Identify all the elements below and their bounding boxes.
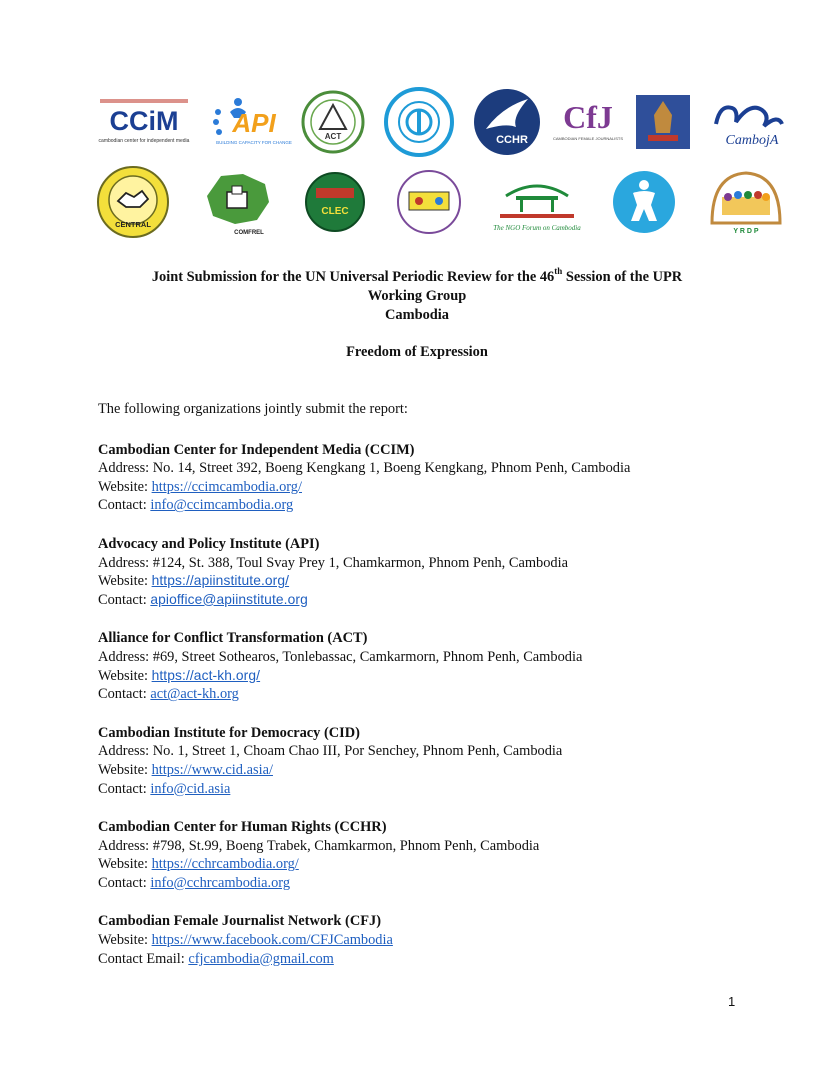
- org-website-link[interactable]: https://apiinstitute.org/: [151, 573, 290, 589]
- org-website-line: Website: https://www.cid.asia/: [98, 761, 273, 778]
- org-name: Cambodian Center for Independent Media (CCIM): [98, 441, 415, 458]
- transparency-logo: [611, 169, 677, 235]
- central-logo-text: CENTRAL: [115, 220, 151, 229]
- org-name: Alliance for Conflict Transformation (ACT): [98, 630, 368, 647]
- org-contact-link[interactable]: apioffice@apiinstitute.org: [150, 591, 308, 607]
- act-logo: [300, 89, 366, 155]
- api-logo: [210, 94, 292, 150]
- org-website-line: Website: https://act-kh.org/: [98, 667, 261, 684]
- org-contact-link[interactable]: act@act-kh.org: [150, 686, 239, 703]
- document-title: [60, 268, 774, 325]
- org-contact-line: Contact: info@ccimcambodia.org: [98, 497, 294, 514]
- act-logo-text: ACT: [324, 132, 342, 141]
- yrdp-logo: [706, 167, 786, 237]
- logos-row-1: [96, 88, 786, 156]
- page-number: 1: [728, 994, 736, 1009]
- org-contact-line: Contact Email: cfjcambodia@gmail.com: [98, 950, 334, 967]
- org-website-line: Website: https://www.facebook.com/CFJCambodia: [98, 932, 393, 949]
- org-entry: [98, 441, 778, 515]
- org-entry: [98, 724, 778, 798]
- org-address: Address: #124, St. 388, Toul Svay Prey 1, Chamkarmon, Phnom Penh, Cambodia: [98, 554, 569, 571]
- cchr-logo-text: CCHR: [496, 134, 528, 146]
- clec-logo: [304, 166, 366, 238]
- ccim-logo-text: CCiM: [109, 106, 179, 136]
- org-website-link[interactable]: https://act-kh.org/: [151, 667, 261, 683]
- yrdp-logo-text: Y R D P: [733, 228, 759, 235]
- intro-text: The following organizations jointly submit the report:: [98, 401, 408, 417]
- ngo-forum-logo-text: The NGO Forum on Cambodia: [493, 224, 581, 232]
- org-contact-line: Contact: info@cid.asia: [98, 780, 231, 797]
- org-entry: [98, 912, 778, 968]
- org-name: Cambodian Institute for Democracy (CID): [98, 724, 360, 741]
- document-body: [98, 400, 778, 988]
- community-translation-logo: [395, 168, 463, 236]
- title-line-2: Working Group: [367, 288, 467, 304]
- ccim-logo-caption: cambodian center for independent media: [98, 138, 190, 144]
- org-address: Address: #798, St.99, Boeng Trabek, Chamkarmon, Phnom Penh, Cambodia: [98, 837, 540, 854]
- cambojia-logo: [710, 94, 786, 150]
- logos-row-2: [96, 166, 786, 238]
- khmer-seal-logo: [634, 93, 692, 151]
- title-line-3: Cambodia: [385, 307, 449, 323]
- cchr-logo: [472, 87, 542, 157]
- org-website-line: Website: https://apiinstitute.org/: [98, 573, 290, 590]
- cambojia-logo-text: CambojA: [725, 133, 779, 148]
- org-contact-link[interactable]: info@cchrcambodia.org: [150, 874, 291, 891]
- central-logo: [96, 165, 170, 239]
- org-entry: [98, 818, 778, 892]
- api-logo-text: API: [232, 108, 276, 138]
- document-subtitle: Freedom of Expression: [346, 344, 488, 360]
- org-contact-link[interactable]: info@cid.asia: [150, 780, 231, 797]
- org-name: Cambodian Female Journalist Network (CFJ): [98, 913, 381, 930]
- cfj-logo: [552, 92, 624, 152]
- org-contact-link[interactable]: cfjcambodia@gmail.com: [188, 950, 334, 967]
- org-website-line: Website: https://ccimcambodia.org/: [98, 478, 302, 495]
- ngo-forum-logo: [492, 170, 582, 234]
- org-name: Cambodian Center for Human Rights (CCHR): [98, 819, 387, 836]
- org-name: Advocacy and Policy Institute (API): [98, 535, 320, 552]
- org-address: Address: No. 14, Street 392, Boeng Kengkang 1, Boeng Kengkang, Phnom Penh, Cambodia: [98, 460, 631, 477]
- clec-logo-text: CLEC: [321, 206, 349, 217]
- org-contact-line: Contact: info@cchrcambodia.org: [98, 874, 291, 891]
- org-address: Address: No. 1, Street 1, Choam Chao III, Por Senchey, Phnom Penh, Cambodia: [98, 743, 563, 760]
- org-contact-line: Contact: act@act-kh.org: [98, 686, 239, 703]
- org-address: Address: #69, Street Sothearos, Tonlebassac, Camkarmorn, Phnom Penh, Cambodia: [98, 648, 583, 665]
- org-website-link[interactable]: https://www.facebook.com/CFJCambodia: [151, 932, 393, 949]
- org-website-line: Website: https://cchrcambodia.org/: [98, 856, 299, 873]
- cfj-logo-text: CfJ: [563, 99, 613, 135]
- org-contact-line: Contact: apioffice@apiinstitute.org: [98, 591, 308, 608]
- org-website-link[interactable]: https://cchrcambodia.org/: [151, 856, 299, 873]
- comfrel-logo: [199, 166, 275, 238]
- org-website-link[interactable]: https://www.cid.asia/: [151, 761, 273, 778]
- org-website-link[interactable]: https://ccimcambodia.org/: [151, 478, 302, 495]
- api-logo-caption: BUILDING CAPACITY FOR CHANGE: [216, 140, 292, 145]
- org-contact-link[interactable]: info@ccimcambodia.org: [150, 497, 294, 514]
- org-entry: [98, 629, 778, 703]
- cfj-logo-caption: CAMBODIAN FEMALE JOURNALISTS: [552, 136, 624, 141]
- cid-logo: [384, 87, 454, 157]
- org-entry: [98, 535, 778, 609]
- comfrel-logo-text: COMFREL: [234, 230, 264, 236]
- ccim-logo: [96, 97, 192, 147]
- title-line-1: Joint Submission for the UN Universal Periodic Review for the 46th Session of the UPR: [151, 266, 683, 285]
